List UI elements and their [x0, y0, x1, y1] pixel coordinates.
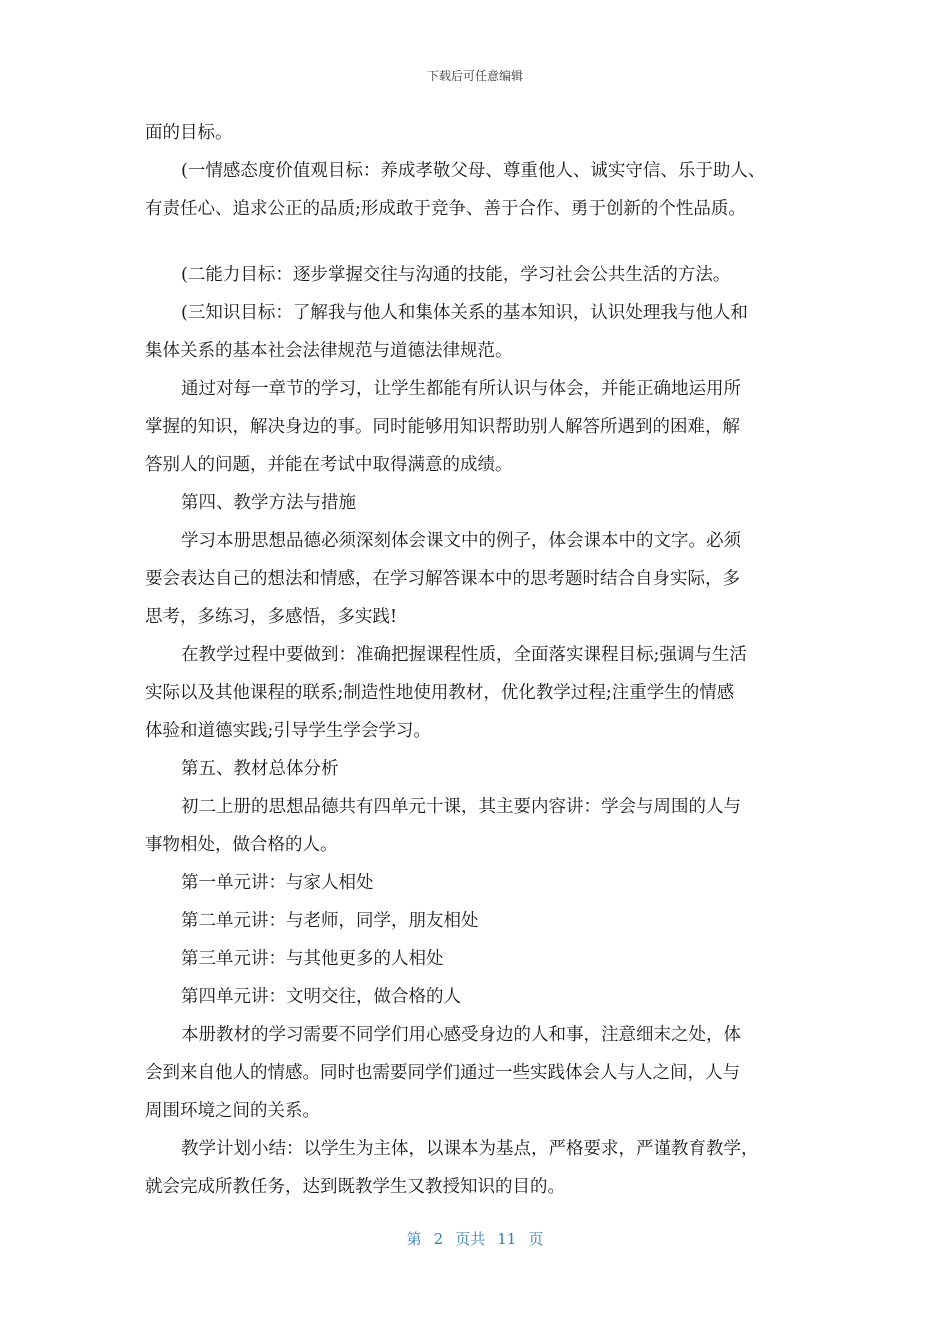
paragraph-line: 集体关系的基本社会法律规范与道德法律规范。: [145, 341, 513, 361]
footer-prefix: 第: [406, 1230, 422, 1248]
paragraph-line: 在教学过程中要做到：准确把握课程性质，全面落实课程目标;强调与生活: [181, 645, 747, 665]
footer-suffix: 页: [528, 1230, 544, 1248]
page-header: 下载后可任意编辑: [426, 69, 523, 83]
paragraph-line: (二能力目标：逐步掌握交往与沟通的技能，学习社会公共生活的方法。: [181, 265, 731, 285]
footer-mid: 页共: [455, 1230, 486, 1248]
footer-current-page: 2: [433, 1230, 444, 1248]
paragraph-line: 初二上册的思想品德共有四单元十课，其主要内容讲：学会与周围的人与: [181, 797, 741, 817]
unit-item: 第三单元讲：与其他更多的人相处: [181, 949, 444, 969]
unit-item: 第二单元讲：与老师，同学，朋友相处: [181, 911, 479, 931]
footer-total-pages: 11: [497, 1230, 517, 1248]
paragraph-line: 事物相处，做合格的人。: [145, 835, 338, 855]
paragraph-gap: [145, 228, 825, 256]
paragraph-line: 会到来自他人的情感。同时也需要同学们通过一些实践体会人与人之间，人与: [145, 1063, 740, 1083]
unit-item: 第四单元讲：文明交往，做合格的人: [181, 987, 461, 1007]
unit-item: 第一单元讲：与家人相处: [181, 873, 374, 893]
paragraph-line: 本册教材的学习需要不同学们用心感受身边的人和事，注意细末之处，体: [181, 1025, 741, 1045]
paragraph-line: 要会表达自己的想法和情感，在学习解答课本中的思考题时结合自身实际，多: [145, 569, 740, 589]
paragraph-line: 通过对每一章节的学习，让学生都能有所认识与体会，并能正确地运用所: [181, 379, 741, 399]
paragraph-line: 掌握的知识，解决身边的事。同时能够用知识帮助别人解答所遇到的困难，解: [145, 417, 740, 437]
paragraph-line: 实际以及其他课程的联系;制造性地使用教材，优化教学过程;注重学生的情感: [145, 683, 735, 703]
page-number-footer: [0, 1228, 950, 1249]
paragraph-line: 学习本册思想品德必须深刻体会课文中的例子，体会课本中的文字。必须: [181, 531, 741, 551]
paragraph-line: 面的目标。: [145, 123, 233, 143]
paragraph-line: (三知识目标：了解我与他人和集体关系的基本知识，认识处理我与他人和: [181, 303, 748, 323]
paragraph-line: 答别人的问题，并能在考试中取得满意的成绩。: [145, 455, 513, 475]
paragraph-line: 思考，多练习，多感悟，多实践!: [145, 607, 398, 627]
section-heading: 第五、教材总体分析: [181, 759, 339, 779]
paragraph-line: 周围环境之间的关系。: [145, 1101, 320, 1121]
paragraph-line: 有责任心、追求公正的品质;形成敢于竞争、善于合作、勇于创新的个性品质。: [145, 199, 746, 219]
paragraph-line: 体验和道德实践;引导学生学会学习。: [145, 721, 431, 741]
paragraph-line: (一情感态度价值观目标：养成孝敬父母、尊重他人、诚实守信、乐于助人、: [181, 161, 766, 181]
document-body: [145, 114, 825, 1206]
section-heading: 第四、教学方法与措施: [181, 493, 356, 513]
paragraph-line: 就会完成所教任务，达到既教学生又教授知识的目的。: [145, 1177, 565, 1197]
paragraph-line: 教学计划小结：以学生为主体，以课本为基点，严格要求，严谨教育教学，: [181, 1139, 759, 1159]
